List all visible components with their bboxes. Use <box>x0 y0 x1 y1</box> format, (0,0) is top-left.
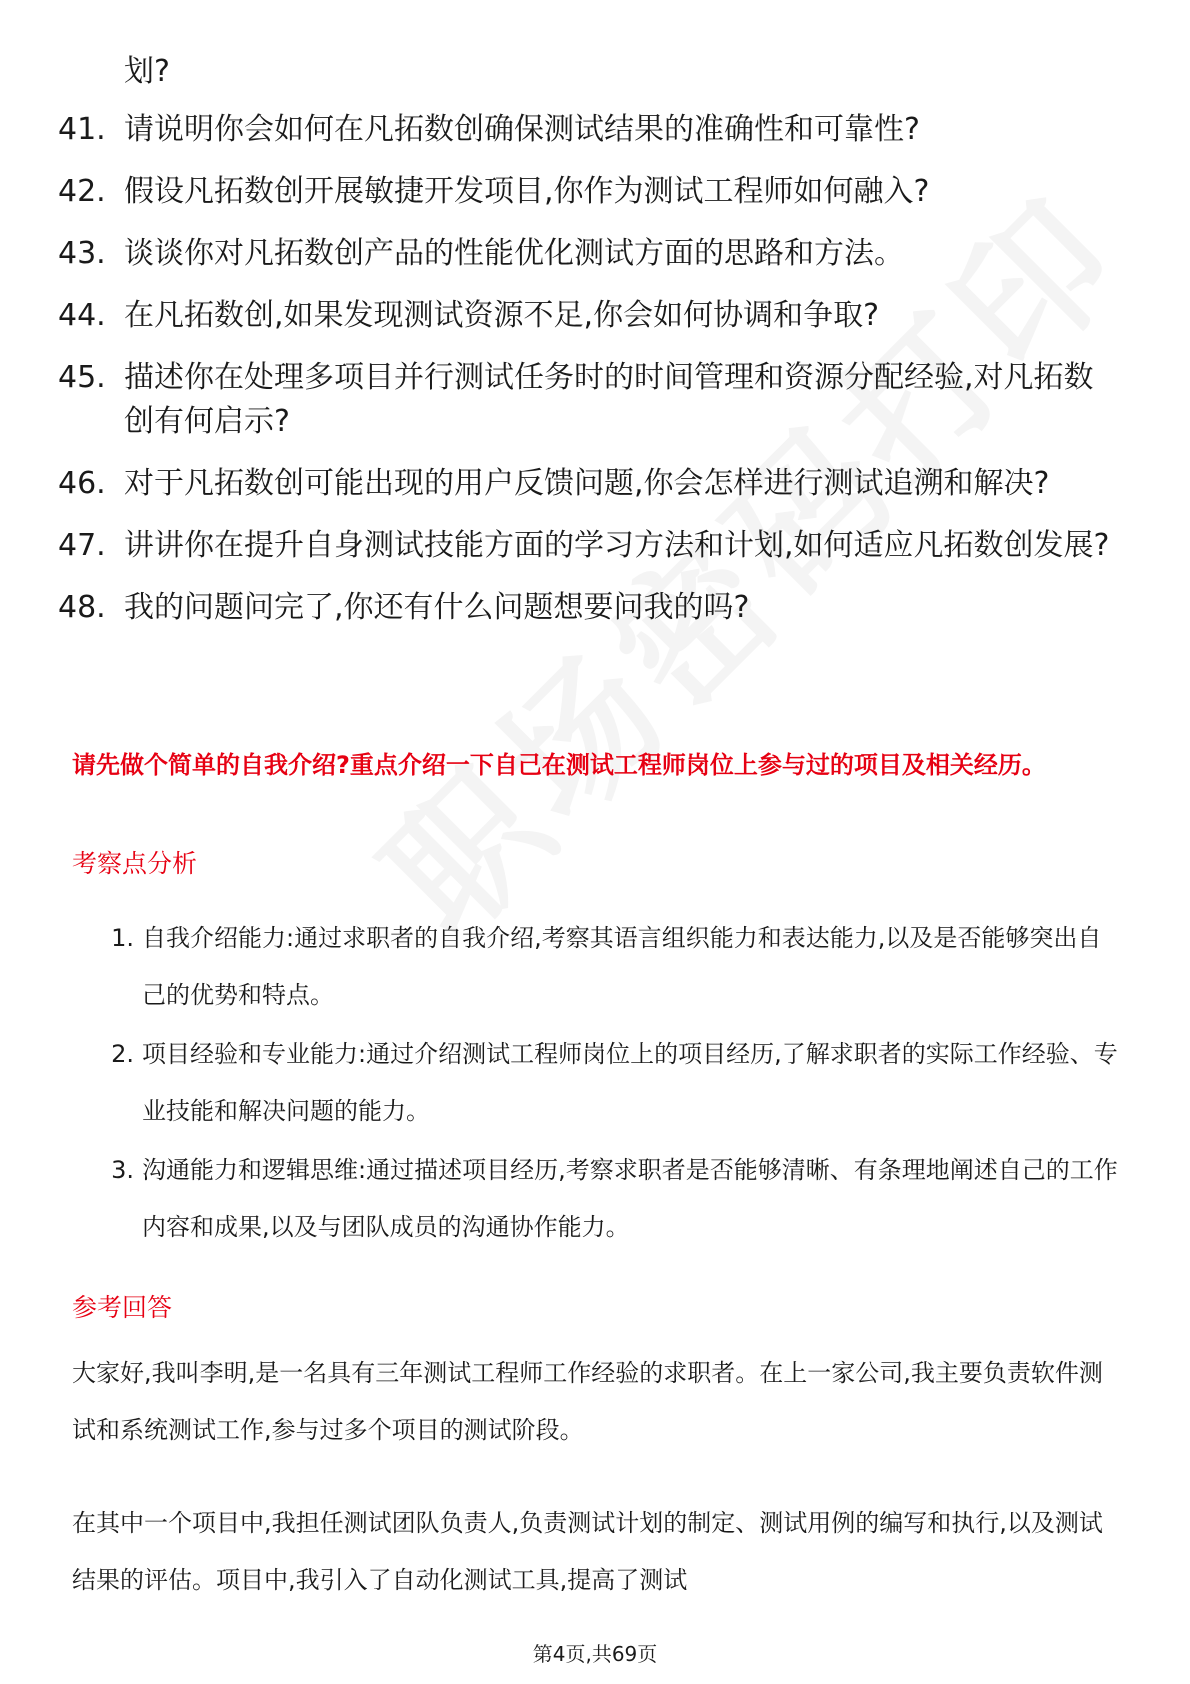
list-item <box>58 524 1118 568</box>
question-text: 描述你在处理多项目并行测试任务时的时间管理和资源分配经验,对凡拓数创有何启示? <box>124 360 1094 439</box>
list-item <box>58 108 1118 152</box>
page-footer: 第4页,共69页 <box>532 1642 658 1666</box>
question-number: 44. <box>58 298 106 333</box>
question-text: 我的问题问完了,你还有什么问题想要问我的吗? <box>124 590 750 625</box>
question-number: 47. <box>58 528 106 563</box>
question-text: 讲讲你在提升自身测试技能方面的学习方法和计划,如何适应凡拓数创发展? <box>124 528 1110 563</box>
analysis-heading: 考察点分析 <box>72 849 198 878</box>
list-item <box>72 1142 1122 1256</box>
analysis-number: 3. <box>111 1156 134 1184</box>
analysis-number: 2. <box>111 1040 134 1068</box>
question-number: 45. <box>58 360 106 395</box>
analysis-text: 沟通能力和逻辑思维:通过描述项目经历,考察求职者是否能够清晰、有条理地阐述自己的工作内容和成果,以及与团队成员的沟通协作能力。 <box>142 1156 1118 1241</box>
list-item <box>58 50 1118 94</box>
analysis-text: 自我介绍能力:通过求职者的自我介绍,考察其语言组织能力和表达能力,以及是否能够突出自己的优势和特点。 <box>142 924 1102 1009</box>
question-text: 在凡拓数创,如果发现测试资源不足,你会如何协调和争取? <box>124 298 879 333</box>
list-item <box>58 232 1118 276</box>
list-item <box>58 462 1118 506</box>
interview-question-heading: 请先做个简单的自我介绍?重点介绍一下自己在测试工程师岗位上参与过的项目及相关经历。 <box>72 751 1046 779</box>
question-number: 43. <box>58 236 106 271</box>
question-text: 假设凡拓数创开展敏捷开发项目,你作为测试工程师如何融入? <box>124 174 930 209</box>
answer-heading: 参考回答 <box>72 1293 173 1322</box>
analysis-number: 1. <box>111 924 134 952</box>
question-number: 46. <box>58 466 106 501</box>
analysis-list <box>72 910 1122 1258</box>
answer-paragraph: 大家好,我叫李明,是一名具有三年测试工程师工作经验的求职者。在上一家公司,我主要负责软件测试和系统测试工作,参与过多个项目的测试阶段。 <box>72 1359 1103 1444</box>
list-item <box>58 356 1118 444</box>
answer-paragraph: 在其中一个项目中,我担任测试团队负责人,负责测试计划的制定、测试用例的编写和执行,以及测试结果的评估。项目中,我引入了自动化测试工具,提高了测试 <box>72 1509 1103 1594</box>
question-number: 48. <box>58 590 106 625</box>
analysis-text: 项目经验和专业能力:通过介绍测试工程师岗位上的项目经历,了解求职者的实际工作经验、专业技能和解决问题的能力。 <box>142 1040 1118 1125</box>
question-text: 对于凡拓数创可能出现的用户反馈问题,你会怎样进行测试追溯和解决? <box>124 466 1050 501</box>
question-number: 42. <box>58 174 106 209</box>
list-item <box>58 586 1118 630</box>
question-list <box>58 50 1118 648</box>
question-text: 谈谈你对凡拓数创产品的性能优化测试方面的思路和方法。 <box>124 236 904 271</box>
list-item <box>58 294 1118 338</box>
question-number <box>58 50 124 94</box>
list-item <box>72 1026 1122 1140</box>
list-item <box>72 910 1122 1024</box>
question-text: 请说明你会如何在凡拓数创确保测试结果的准确性和可靠性? <box>124 112 920 147</box>
question-number: 41. <box>58 112 106 147</box>
list-item <box>58 170 1118 214</box>
question-text: 划? <box>124 54 170 89</box>
